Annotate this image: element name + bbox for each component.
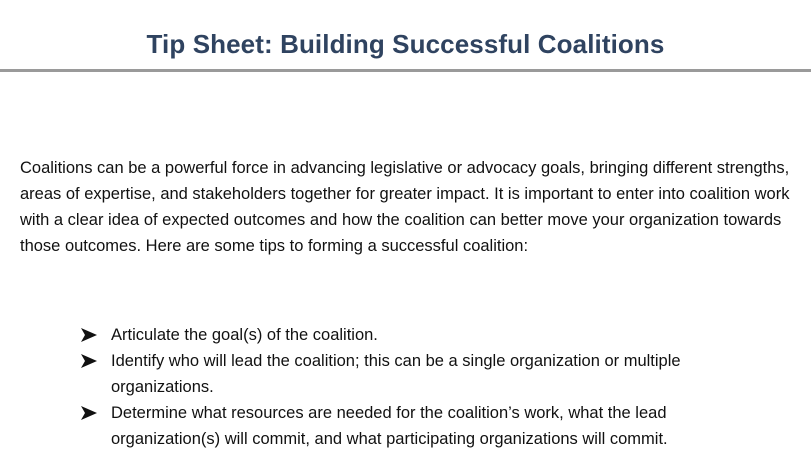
arrowhead-bullet-icon	[80, 405, 98, 421]
arrowhead-bullet-icon	[80, 353, 98, 369]
intro-paragraph: Coalitions can be a powerful force in advancing legislative or advocacy goals, bringing different strengths, areas of expertise, and stakeholders together for greater impact. It is important to enter into coalition work with a clear idea of expected outcomes and how the coalition can better move your organization towards those outcomes. Here are some tips to forming a successful coalition:	[20, 158, 790, 255]
tip-text: Identify who will lead the coalition; this can be a single organization or multiple organizations.	[111, 352, 681, 396]
title-divider	[0, 69, 811, 72]
arrowhead-bullet-icon	[80, 327, 98, 343]
list-item	[80, 400, 780, 452]
tip-text: Articulate the goal(s) of the coalition.	[111, 326, 378, 344]
tip-text: Determine what resources are needed for the coalition’s work, what the lead organization(s) will commit, and what participating organizations will commit.	[111, 404, 668, 448]
tips-list	[80, 322, 780, 452]
list-item	[80, 322, 780, 348]
page-title: Tip Sheet: Building Successful Coalitions	[146, 29, 665, 60]
list-item	[80, 348, 780, 400]
